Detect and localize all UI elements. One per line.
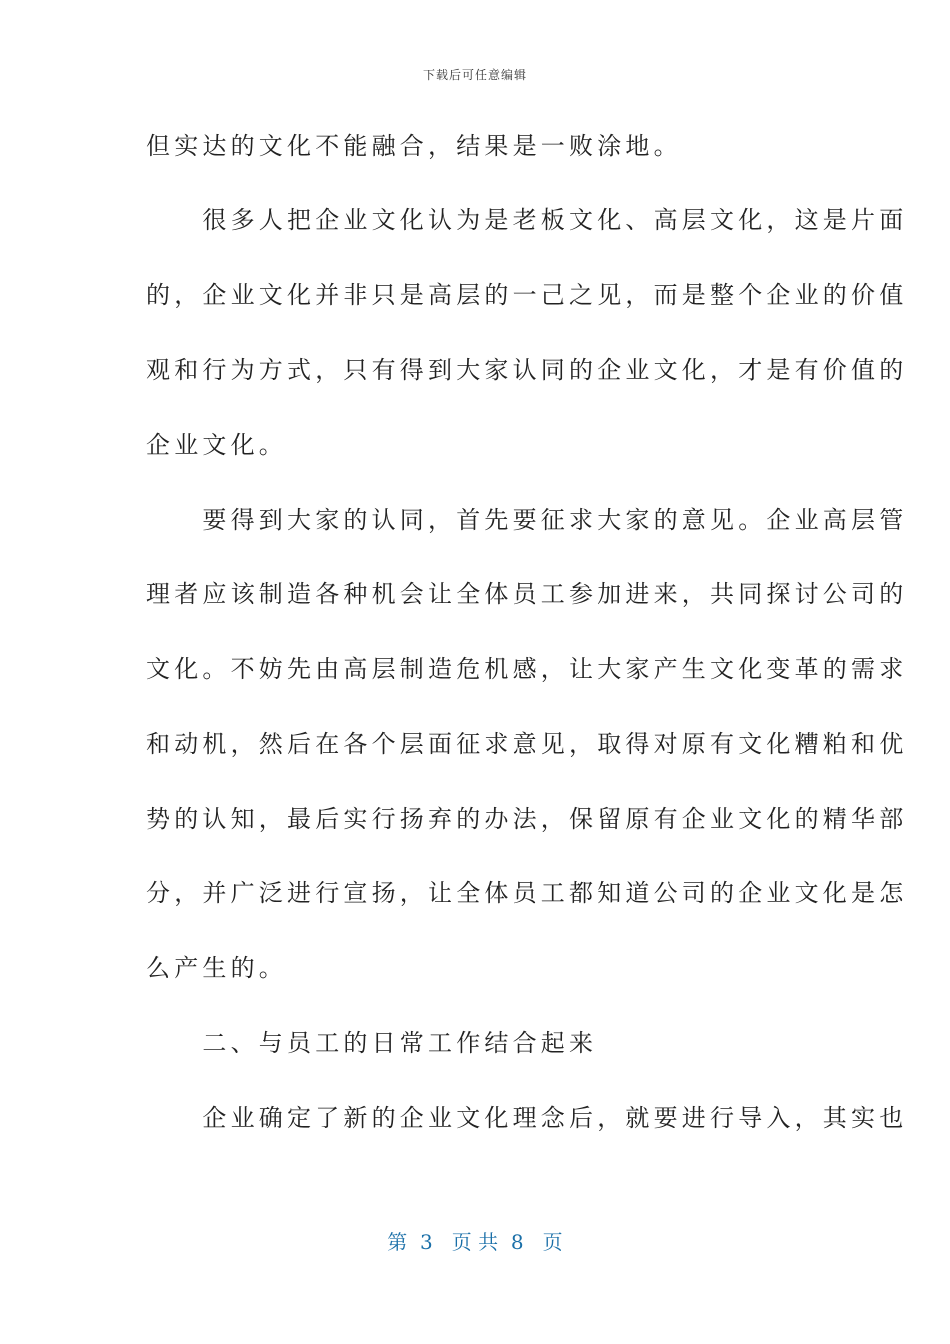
body-line: 企业文化。 xyxy=(146,431,287,459)
body-line: 观和行为方式，只有得到大家认同的企业文化，才是有价值的 xyxy=(146,356,908,384)
body-line: 和动机，然后在各个层面征求意见，取得对原有文化糟粕和优 xyxy=(146,730,908,758)
body-line: 要得到大家的认同，首先要征求大家的意见。企业高层管 xyxy=(146,506,908,534)
section-heading: 二、与员工的日常工作结合起来 xyxy=(146,1029,598,1057)
body-line: 但实达的文化不能融合，结果是一败涂地。 xyxy=(146,132,682,160)
body-line: 企业确定了新的企业文化理念后，就要进行导入，其实也 xyxy=(146,1104,908,1132)
body-line: 么产生的。 xyxy=(146,954,287,982)
body-line: 文化。不妨先由高层制造危机感，让大家产生文化变革的需求 xyxy=(146,655,908,683)
body-line: 势的认知，最后实行扬弃的办法，保留原有企业文化的精华部 xyxy=(146,805,908,833)
page-header: 下载后可任意编辑 xyxy=(422,68,527,82)
body-line: 理者应该制造各种机会让全体员工参加进来，共同探讨公司的 xyxy=(146,580,908,608)
page-footer: 第 3 页 共 8 页 xyxy=(387,1230,563,1254)
body-line: 分，并广泛进行宣扬，让全体员工都知道公司的企业文化是怎 xyxy=(146,879,908,907)
body-line: 的，企业文化并非只是高层的一己之见，而是整个企业的价值 xyxy=(146,281,908,309)
body-line: 很多人把企业文化认为是老板文化、高层文化，这是片面 xyxy=(146,206,908,234)
